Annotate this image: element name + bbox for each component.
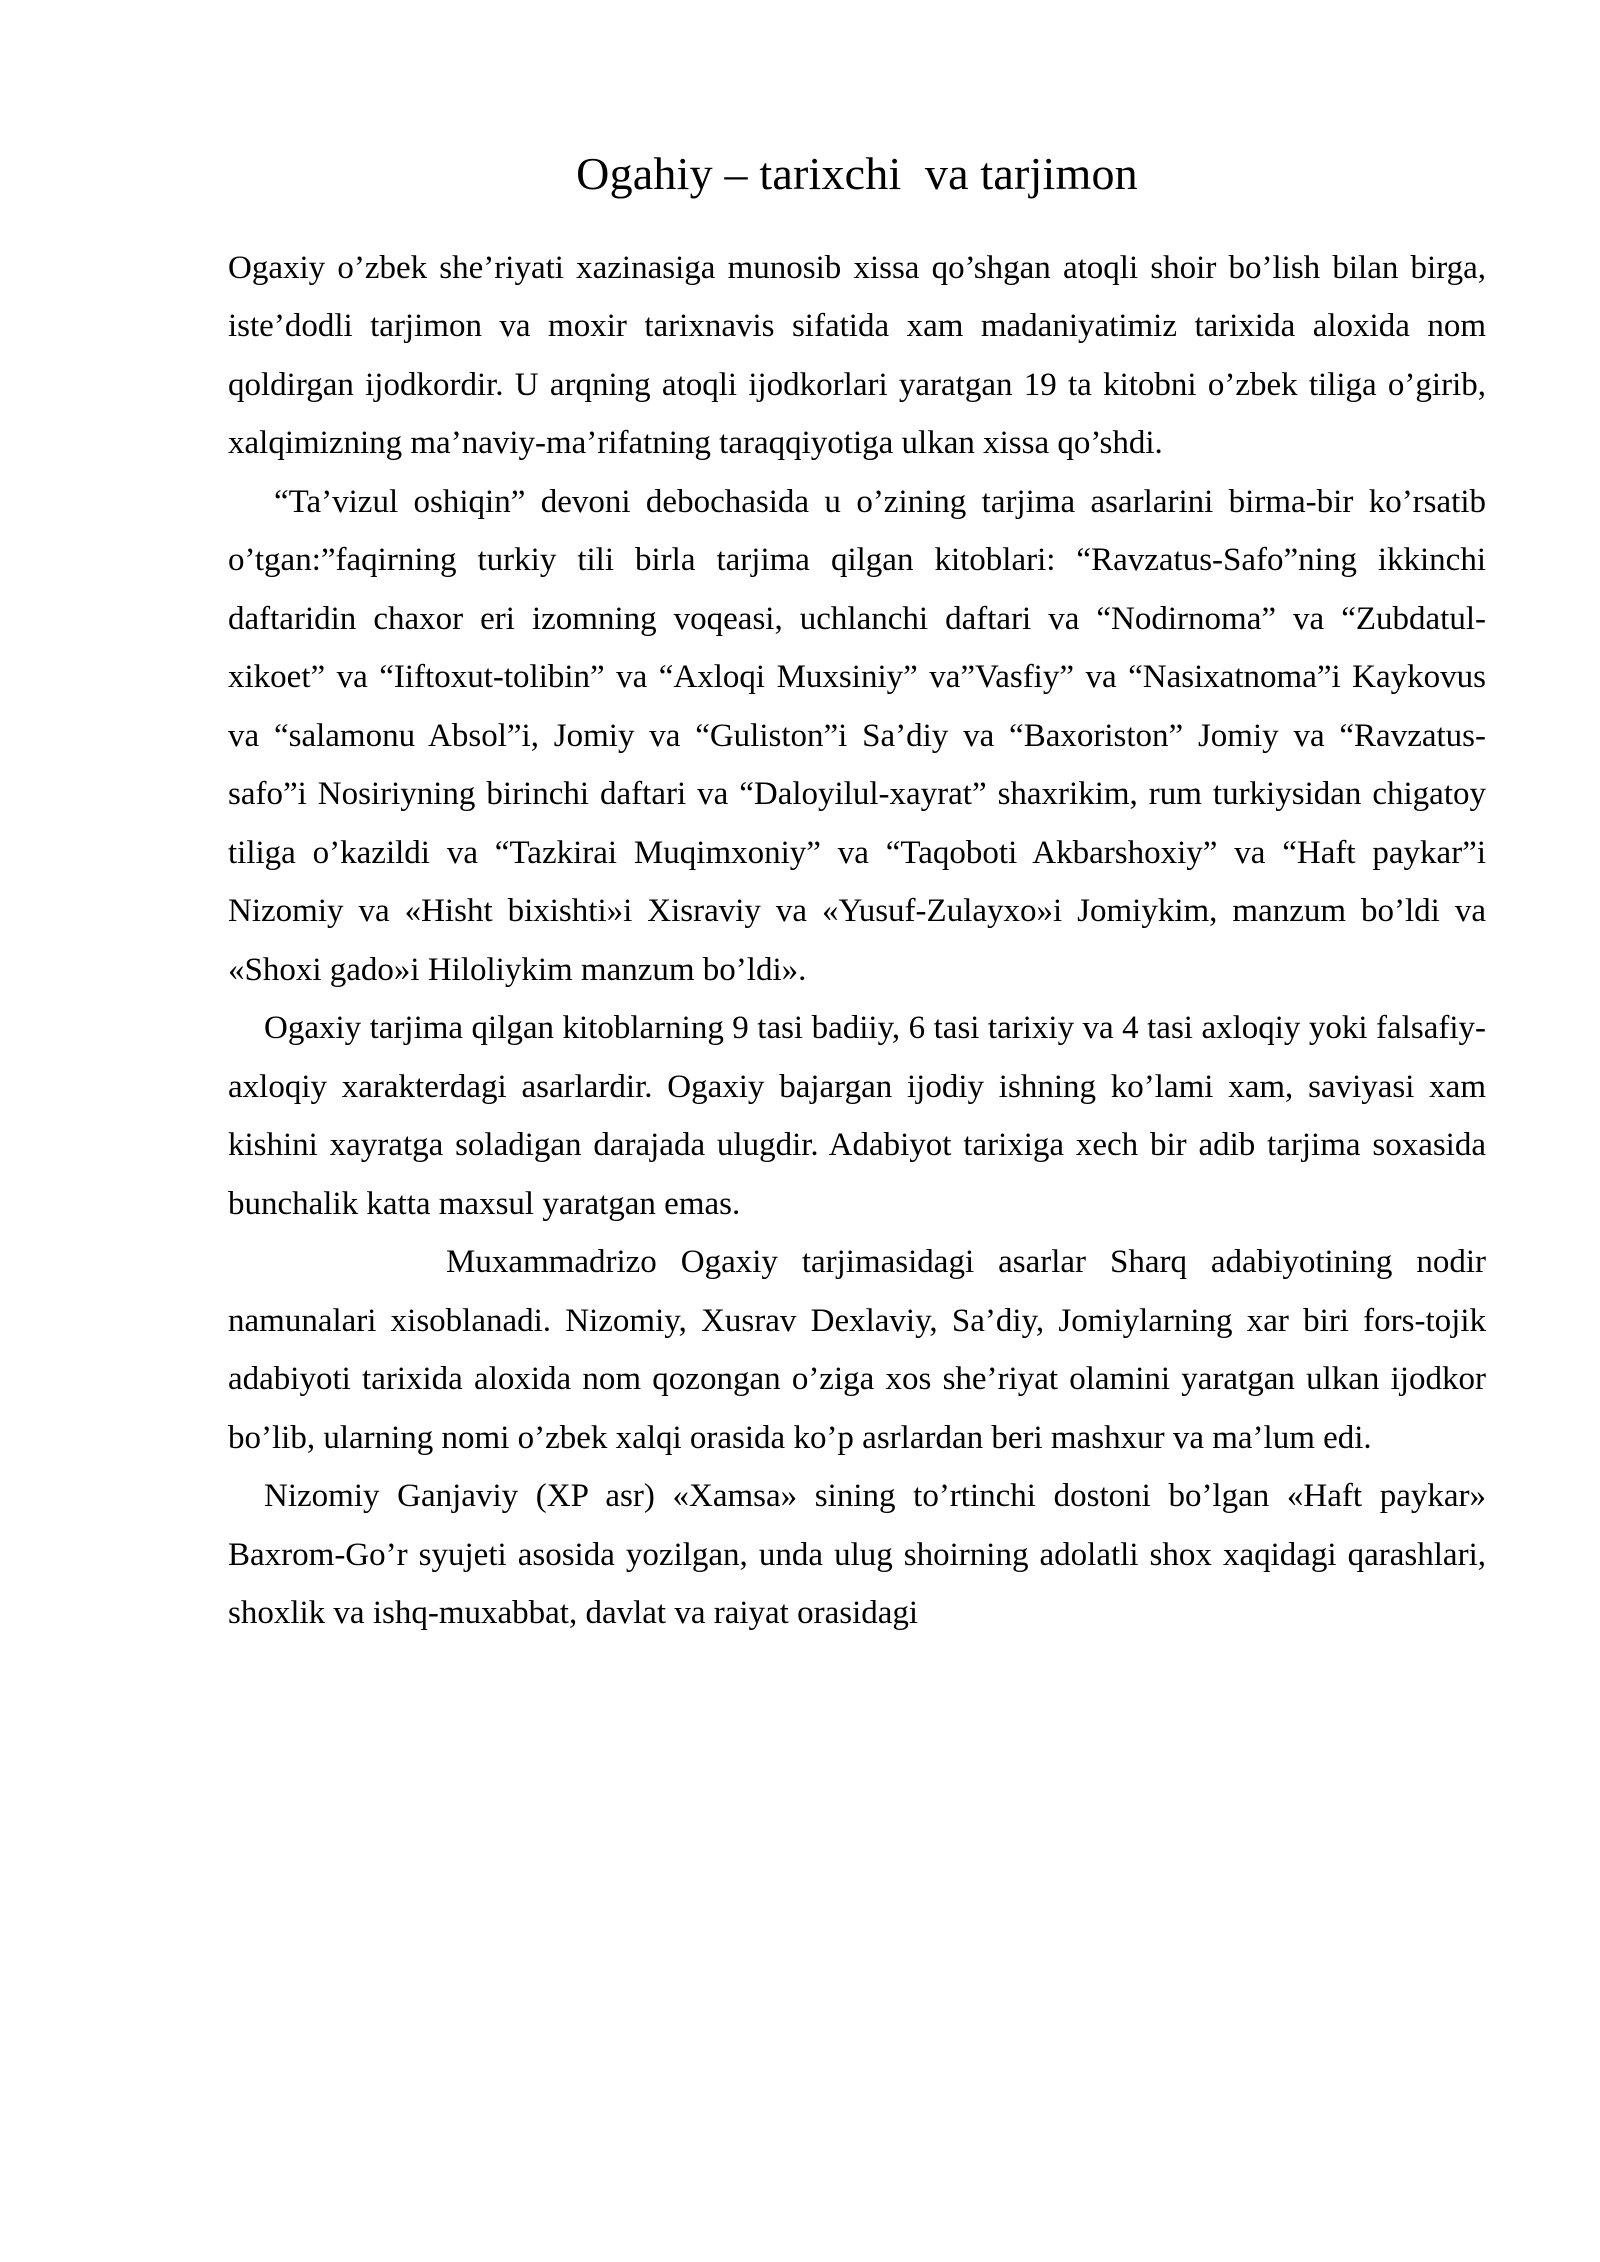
paragraph-intro: Ogaxiy o’zbek she’riyati xazinasiga munosib xissa qo’shgan atoqli shoir bo’lish bilan birga, iste’dodli tarjimon va moxir tarixnavis sifatida xam madaniyatimiz tarixida aloxida nom qoldirgan ijodkordir. U arqning atoqli ijodkorlari yaratgan 19 ta kitobni o’zbek tiliga o’girib, xalqimizning ma’naviy-ma’rifatning taraqqiyotiga ulkan xissa qo’shdi. bbox=[228, 249, 1495, 462]
paragraph-statistics: Ogaxiy tarjima qilgan kitoblarning 9 tasi badiiy, 6 tasi tarixiy va 4 tasi axloqiy yoki falsafiy-axloqiy xarakterdagi asarlardir. Ogaxiy bajargan ijodiy ishning ko’lami xam, saviyasi xam kishini xayratga soladigan darajada ulugdir. Adabiyot tarixiga xech bir adib tarjima soxasida bunchalik katta maxsul yaratgan emas. bbox=[228, 1010, 1495, 1222]
page-title: Ogahiy – tarixchi va tarjimon bbox=[576, 148, 1138, 199]
paragraph-nizomiy: Nizomiy Ganjaviy (XP asr) «Xamsa» sining to’rtinchi dostoni bo’lgan «Haft paykar» Baxrom-Go’r syujeti asosida yozilgan, unda ulug shoirning adolatli shox xaqidagi qarashlari, shoxlik va ishq-muxabbat, davlat va raiyat orasidagi bbox=[228, 1478, 1495, 1632]
paragraph-muxammadrizo: Muxammadrizo Ogaxiy tarjimasidagi asarlar Sharq adabiyotining nodir namunalari xisoblanadi. Nizomiy, Xusrav Dexlaviy, Sa’diy, Jomiylarning xar biri fors-tojik adabiyoti tarixida aloxida nom qozongan o’ziga xos she’riyat olamini yaratgan ulkan ijodkor bo’lib, ularning nomi o’zbek xalqi orasida ko’p asrlardan beri mashxur va ma’lum edi. bbox=[228, 1244, 1495, 1456]
paragraph-devon-quote: “Ta’vizul oshiqin” devoni debochasida u o’zining tarjima asarlarini birma-bir ko’rsatib o’tgan:”faqirning turkiy tili birla tarjima qilgan kitoblari: “Ravzatus-Safo”ning ikkinchi daftaridin chaxor eri izomning voqeasi, uchlanchi daftari va “Nodirnoma” va “Zubdatul-xikoet” va “Iiftoxut-tolibin” va “Axloqi Muxsiniy” va”Vasfiy” va “Nasixatnoma”i Kaykovus va “salamonu Absol”i, Jomiy va “Guliston”i Sa’diy va “Baxoriston” Jomiy va “Ravzatus-safo”i Nosiriyning birinchi daftari va “Daloyilul-xayrat” shaxrikim, rum turkiysidan chigatoy tiliga o’kazildi va “Tazkirai Muqimxoniy” va “Taqoboti Akbarshoxiy” va “Haft paykar”i Nizomiy va «Hisht bixishti»i Xisraviy va «Yusuf-Zulayxo»i Jomiykim, manzum bo’ldi va «Shoxi gado»i Hiloliykim manzum bo’ldi». bbox=[228, 483, 1495, 988]
document-content-column bbox=[228, 0, 1495, 1643]
